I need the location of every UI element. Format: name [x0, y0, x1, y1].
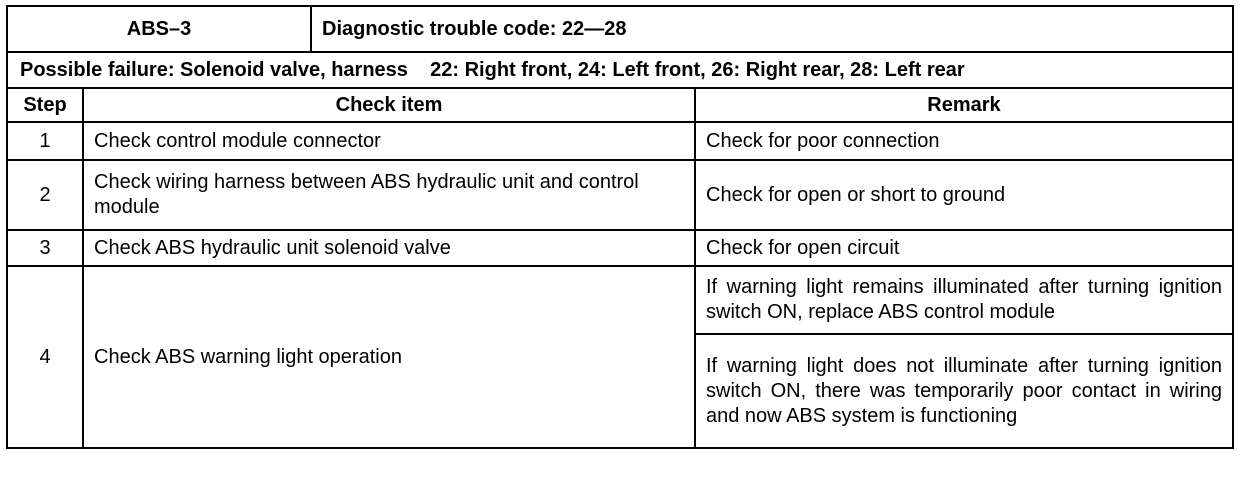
- possible-failure-row: [7, 52, 1233, 88]
- step-number: 1: [7, 122, 83, 160]
- header-table: [6, 5, 1234, 53]
- remark-text: If warning light remains illuminated after turning ignition switch ON, replace ABS control module: [695, 266, 1233, 334]
- table-row: [7, 266, 1233, 334]
- step-number: 4: [7, 266, 83, 448]
- header-row: [7, 6, 1233, 52]
- table-row: [7, 122, 1233, 160]
- check-table: [6, 51, 1234, 449]
- possible-failure-text: Possible failure: Solenoid valve, harness 22: Right front, 24: Left front, 26: Right rear, 28: Left rear: [7, 52, 1233, 88]
- column-header-remark: Remark: [695, 88, 1233, 122]
- check-item-text: Check ABS warning light operation: [83, 266, 695, 448]
- diagnostic-table-frame: [6, 5, 1232, 477]
- remark-text: Check for poor connection: [695, 122, 1233, 160]
- code-id-cell: ABS–3: [7, 6, 311, 52]
- remark-text: Check for open circuit: [695, 230, 1233, 266]
- check-item-text: Check wiring harness between ABS hydraulic unit and control module: [83, 160, 695, 230]
- step-number: 3: [7, 230, 83, 266]
- column-header-row: [7, 88, 1233, 122]
- remark-text: Check for open or short to ground: [695, 160, 1233, 230]
- check-item-text: Check control module connector: [83, 122, 695, 160]
- table-row: [7, 230, 1233, 266]
- dtc-label-cell: Diagnostic trouble code: 22—28: [311, 6, 1233, 52]
- step-number: 2: [7, 160, 83, 230]
- column-header-step: Step: [7, 88, 83, 122]
- table-row: [7, 160, 1233, 230]
- column-header-check-item: Check item: [83, 88, 695, 122]
- check-item-text: Check ABS hydraulic unit solenoid valve: [83, 230, 695, 266]
- remark-text: If warning light does not illuminate after turning ignition switch ON, there was temporarily poor contact in wiring and now ABS system is functioning: [695, 334, 1233, 448]
